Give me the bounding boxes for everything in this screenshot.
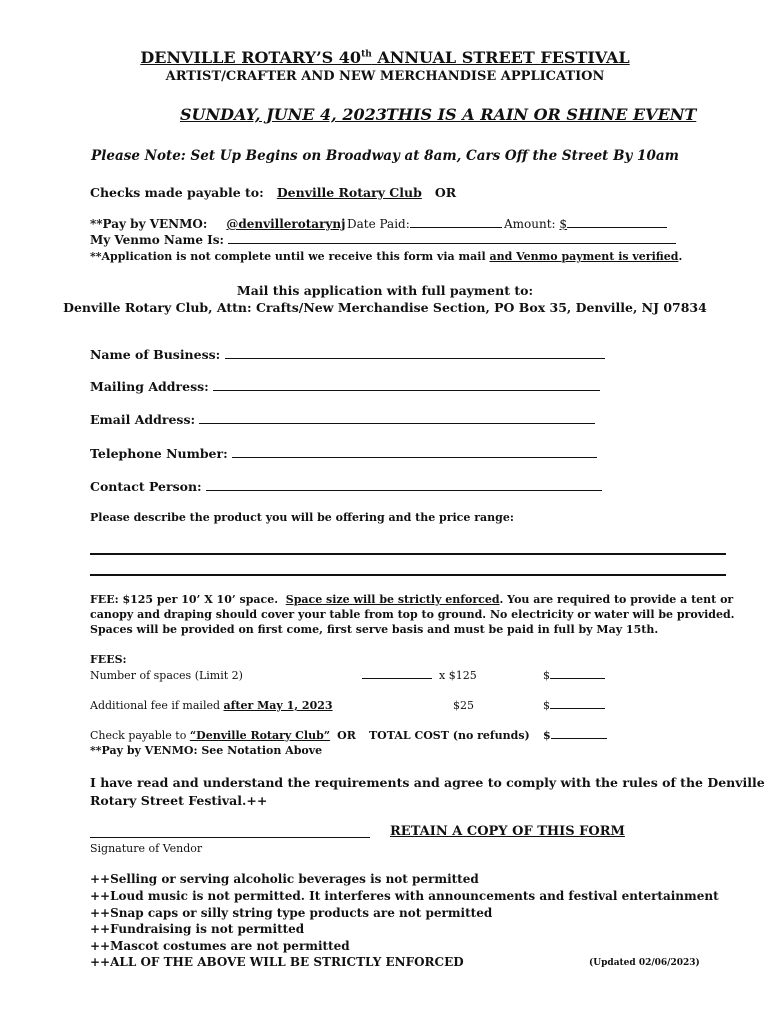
setup-note: Please Note: Set Up Begins on Broadway at 8am, Cars Off the Street By 10am: [91, 148, 679, 164]
rule-item: ++Snap caps or silly string type products are not permitted: [90, 906, 493, 920]
event-date: SUNDAY, JUNE 4, 2023: [180, 105, 387, 124]
signature-label: Signature of Vendor: [90, 842, 203, 855]
checks-payee: Denville Rotary Club: [276, 185, 422, 200]
describe-line-1[interactable]: [90, 553, 726, 555]
amount-field[interactable]: [504, 217, 667, 231]
date-paid-blank[interactable]: [410, 227, 502, 228]
additional-underlined: after May 1, 2023: [223, 699, 333, 712]
incomplete-end: .: [678, 250, 683, 263]
fees-heading: FEES:: [90, 653, 127, 666]
incomplete-note: [90, 250, 682, 263]
title-sup: th: [361, 49, 372, 60]
email-field[interactable]: [90, 412, 595, 427]
rule-item: ++Fundraising is not permitted: [90, 922, 305, 936]
email-blank[interactable]: [199, 423, 595, 424]
additional-amount: $25: [453, 699, 474, 712]
incomplete-underlined: and Venmo payment is verified: [489, 250, 679, 263]
checks-or: OR: [434, 185, 457, 200]
check-or: OR: [337, 729, 356, 742]
spaces-blank[interactable]: [362, 678, 432, 679]
checks-label: Checks made payable to:: [90, 185, 264, 200]
describe-line-2[interactable]: [90, 574, 726, 576]
total-blank[interactable]: [551, 738, 607, 739]
incomplete-pre: **Application is not complete until we receive this form via mail: [90, 250, 486, 263]
date-paid-label: Date Paid:: [347, 217, 410, 231]
amount-prefix: $: [559, 217, 568, 231]
telephone-field[interactable]: [90, 446, 597, 461]
spaces-total-blank[interactable]: [550, 678, 605, 679]
business-label: Name of Business:: [90, 347, 221, 362]
mailing-label: Mailing Address:: [90, 379, 209, 394]
amount-label: Amount:: [504, 217, 556, 231]
venmo-handle: @denvillerotarynj: [226, 217, 346, 231]
rule-item: ++ALL OF THE ABOVE WILL BE STRICTLY ENFORCED: [90, 955, 464, 969]
telephone-blank[interactable]: [232, 457, 597, 458]
fee-post: . You are required to provide a tent or: [499, 593, 734, 606]
describe-label: Please describe the product you will be offering and the price range:: [90, 511, 514, 524]
fee-pre: FEE: $125 per 10’ X 10’ space.: [90, 593, 279, 606]
updated-date: (Updated 02/06/2023): [589, 958, 700, 968]
venmo-note: **Pay by VENMO: See Notation Above: [90, 744, 323, 757]
venmo-name-field[interactable]: [90, 233, 676, 247]
page-subtitle: ARTIST/CRAFTER AND NEW MERCHANDISE APPLICATION: [165, 69, 605, 84]
telephone-label: Telephone Number:: [90, 446, 228, 461]
spaces-field[interactable]: [362, 669, 477, 682]
page-title: [0, 48, 770, 67]
signature-line[interactable]: [90, 825, 370, 838]
fee-line-2: canopy and draping should cover your table from top to ground. No electricity or water will be provided.: [90, 608, 735, 621]
check-pre: Check payable to: [90, 729, 187, 742]
amount-blank[interactable]: [567, 227, 667, 228]
rule-item: ++Loud music is not permitted. It interferes with announcements and festival entertainment: [90, 889, 719, 903]
mail-line-2: Denville Rotary Club, Attn: Crafts/New Merchandise Section, PO Box 35, Denville, NJ 07834: [63, 300, 707, 315]
additional-total-blank[interactable]: [550, 708, 605, 709]
additional-dollar: $: [543, 699, 550, 712]
fee-underlined: Space size will be strictly enforced: [285, 593, 500, 606]
check-payable-line: [90, 729, 356, 742]
business-blank[interactable]: [225, 358, 605, 359]
additional-pre: Additional fee if mailed: [90, 699, 221, 712]
fee-line-3: Spaces will be provided on first come, first serve basis and must be paid in full by May 15th.: [90, 623, 659, 636]
mailing-blank[interactable]: [213, 390, 600, 391]
additional-total-field[interactable]: [543, 699, 605, 712]
rain-notice: THIS IS A RAIN OR SHINE EVENT: [386, 105, 697, 124]
checks-line: [90, 185, 456, 200]
spaces-mult: x $125: [439, 669, 477, 682]
total-field[interactable]: [543, 729, 607, 742]
fee-line-1: [90, 593, 733, 606]
venmo-line: [90, 217, 345, 231]
check-underlined: “Denville Rotary Club”: [189, 729, 331, 742]
title-post: ANNUAL STREET FESTIVAL: [377, 48, 630, 67]
venmo-label: **Pay by VENMO:: [90, 217, 208, 231]
contact-label: Contact Person:: [90, 479, 202, 494]
title-pre: DENVILLE ROTARY’S 40: [140, 48, 362, 67]
agreement-line-1: I have read and understand the requirements and agree to comply with the rules of the Denville: [90, 775, 765, 790]
rule-item: ++Mascot costumes are not permitted: [90, 939, 350, 953]
venmo-name-label: My Venmo Name Is:: [90, 233, 224, 247]
contact-field[interactable]: [90, 479, 602, 494]
venmo-name-blank[interactable]: [228, 243, 676, 244]
total-dollar: $: [543, 729, 551, 742]
total-label: TOTAL COST (no refunds): [369, 729, 530, 742]
agreement-line-2: Rotary Street Festival.++: [90, 793, 268, 808]
contact-blank[interactable]: [206, 490, 602, 491]
mailing-field[interactable]: [90, 379, 600, 394]
date-paid-field[interactable]: [347, 217, 502, 231]
spaces-label: Number of spaces (Limit 2): [90, 669, 243, 682]
mail-line-1: Mail this application with full payment to:: [236, 283, 534, 298]
rule-item: ++Selling or serving alcoholic beverages is not permitted: [90, 872, 479, 886]
spaces-dollar: $: [543, 669, 550, 682]
retain-copy: RETAIN A COPY OF THIS FORM: [390, 824, 625, 839]
email-label: Email Address:: [90, 412, 196, 427]
additional-fee-label: [90, 699, 333, 712]
business-field[interactable]: [90, 347, 605, 362]
spaces-total-field[interactable]: [543, 669, 605, 682]
